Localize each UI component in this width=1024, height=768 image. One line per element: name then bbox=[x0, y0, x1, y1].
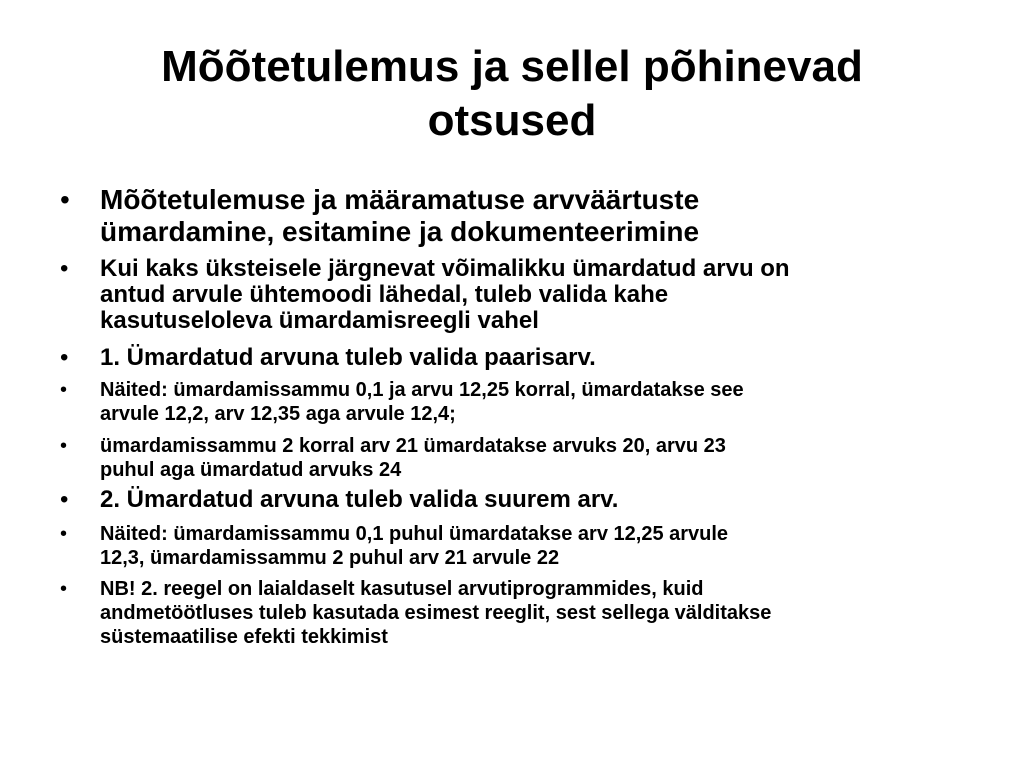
bullet-text-line: Kui kaks üksteisele järgnevat võimalikku ümardatud arvu on bbox=[100, 255, 790, 282]
bullet-text-line: 12,3, ümardamissammu 2 puhul arv 21 arvule 22 bbox=[100, 547, 560, 569]
bullet-text-line: Mõõtetulemuse ja määramatuse arvväärtuste bbox=[100, 184, 700, 215]
bullet-text-line: 2. Ümardatud arvuna tuleb valida suurem arv. bbox=[100, 486, 619, 513]
bullet-item bbox=[60, 434, 980, 482]
bullet-text-line: antud arvule ühtemoodi lähedal, tuleb valida kahe bbox=[100, 281, 669, 308]
bullet-text-line: puhul aga ümardatud arvuks 24 bbox=[100, 459, 402, 481]
bullet-item bbox=[60, 255, 980, 334]
bullet-item bbox=[60, 522, 980, 570]
slide-title bbox=[60, 40, 964, 148]
bullet-text-line: ümardamine, esitamine ja dokumenteerimine bbox=[100, 216, 700, 247]
bullet-item bbox=[60, 184, 980, 248]
bullet-text-line: Näited: ümardamissammu 0,1 ja arvu 12,25 korral, ümardatakse see bbox=[100, 379, 744, 401]
bullet-text-line: andmetöötluses tuleb kasutada esimest reeglit, sest sellega välditakse bbox=[100, 602, 772, 624]
bullet-item bbox=[60, 577, 980, 649]
bullet-text-line: ümardamissammu 2 korral arv 21 ümardatakse arvuks 20, arvu 23 bbox=[100, 435, 726, 457]
bullet-text-line: arvule 12,2, arv 12,35 aga arvule 12,4; bbox=[100, 403, 456, 425]
bullet-item bbox=[60, 344, 980, 371]
bullet-marker: • bbox=[60, 486, 69, 513]
bullet-marker: • bbox=[60, 523, 68, 545]
bullet-text-line: Näited: ümardamissammu 0,1 puhul ümardatakse arv 12,25 arvule bbox=[100, 523, 729, 545]
bullet-item bbox=[60, 486, 980, 513]
bullet-marker: • bbox=[60, 344, 69, 371]
bullet-text-line: süstemaatilise efekti tekkimist bbox=[100, 626, 388, 648]
bullet-marker: • bbox=[60, 435, 68, 457]
bullet-marker: • bbox=[60, 255, 69, 282]
bullet-marker: • bbox=[60, 379, 68, 401]
bullet-marker: • bbox=[60, 184, 70, 215]
slide-title-line: Mõõtetulemus ja sellel põhinevad bbox=[161, 42, 863, 91]
bullet-text-line: 1. Ümardatud arvuna tuleb valida paarisarv. bbox=[100, 344, 596, 371]
bullet-item bbox=[60, 378, 980, 426]
bullet-marker: • bbox=[60, 578, 68, 600]
bullet-text-line: NB! 2. reegel on laialdaselt kasutusel arvutiprogrammides, kuid bbox=[100, 578, 704, 600]
bullet-text-line: kasutuseloleva ümardamisreegli vahel bbox=[100, 307, 539, 334]
slide-title-line: otsused bbox=[427, 96, 597, 145]
